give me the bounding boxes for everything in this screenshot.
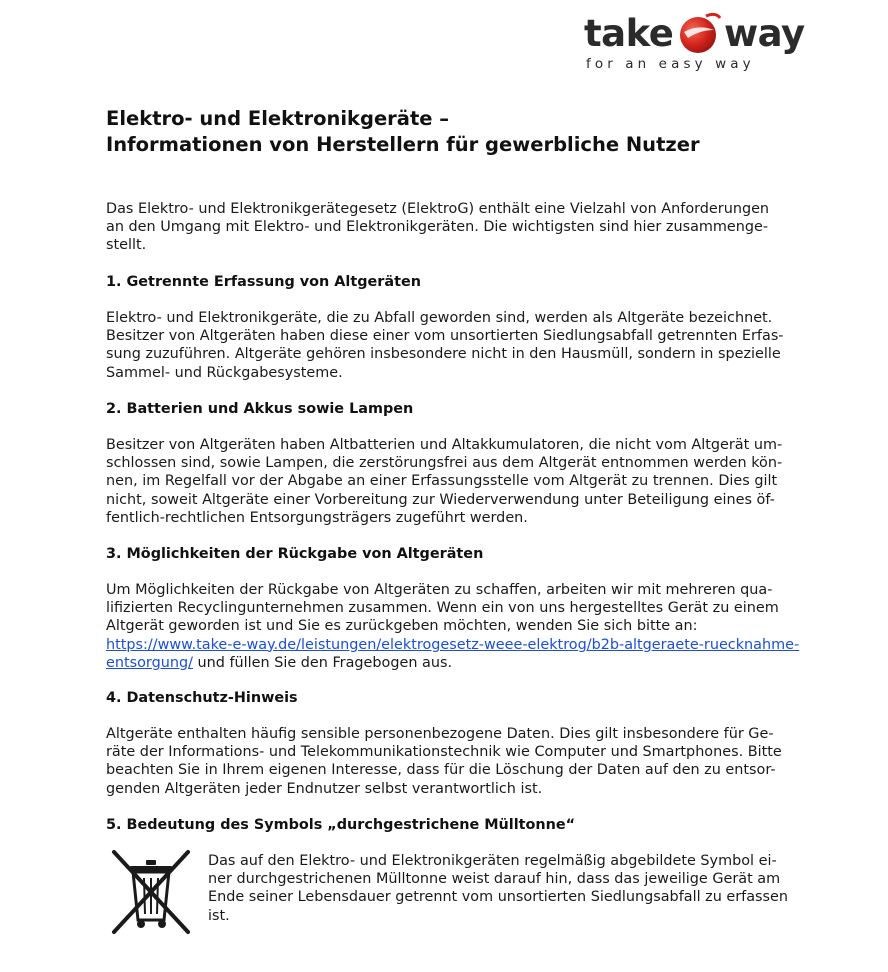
section-1-line: sung zuzuführen. Altgeräte gehören insbesondere nicht in den Hausmüll, sondern in spezielle: [106, 346, 781, 363]
section-5-line: Ende seiner Lebensdauer getrennt vom unsortierten Siedlungsabfall zu erfassen: [208, 889, 789, 906]
intro-paragraph: [106, 200, 811, 255]
section-5-line: ner durchgestrichenen Mülltonne weist darauf hin, dass das jeweilige Gerät am: [208, 871, 781, 888]
section-4-line: Altgeräte enthalten häufig sensible personenbezogene Daten. Dies gilt insbesondere für Ge-: [106, 726, 774, 742]
section-3-line: lifizierten Recyclingunternehmen zusammen. Wenn ein von uns hergestelltes Gerät zu einem: [106, 600, 779, 617]
after-link-text: und füllen Sie den Fragebogen aus.: [192, 654, 453, 671]
section-3-paragraph: [106, 581, 811, 672]
section-4-heading: 4. Datenschutz-Hinweis: [106, 690, 298, 706]
section-1-line: Sammel- und Rückgabesysteme.: [106, 364, 343, 381]
section-5-line: Das auf den Elektro- und Elektronikgeräten regelmäßig abgebildete Symbol ei-: [208, 853, 777, 869]
document-title: [106, 106, 700, 158]
section-4-line: räte der Informations- und Telekommunikationstechnik wie Computer und Smartphones. Bitte: [106, 744, 782, 761]
section-5-heading: 5. Bedeutung des Symbols „durchgestrichene Mülltonne“: [106, 817, 576, 833]
section-5-line: ist.: [208, 907, 230, 924]
intro-line: an den Umgang mit Elektro- und Elektronikgeräten. Die wichtigsten sind hier zusammenge-: [106, 219, 769, 236]
intro-line: stellt.: [106, 237, 147, 254]
take-e-way-logo: [584, 6, 805, 76]
section-4-line: genden Altgeräten jeder Endnutzer selbst verantwortlich ist.: [106, 780, 543, 797]
section-3-line: Altgerät geworden ist und Sie es zurückgeben möchten, wenden Sie sich bitte an:: [106, 618, 698, 635]
return-form-link-continued[interactable]: entsorgung/: [106, 654, 193, 671]
section-1-line: Elektro- und Elektronikgeräte, die zu Abfall geworden sind, werden als Altgeräte bezeichnet.: [106, 310, 773, 326]
section-2-line: nicht, soweit Altgeräte einer Vorbereitung zur Wiederverwendung unter Beteiligung eines öf-: [106, 491, 775, 508]
return-form-link[interactable]: https://www.take-e-way.de/leistungen/elektrogesetz-weee-elektrog/b2b-altgeraete-ruecknahme-: [106, 636, 800, 653]
return-link-line: [106, 654, 811, 672]
section-2-line: nen, im Regelfall vor der Abgabe an einer Erfassungsstelle vom Altgerät zu trennen. Dies gilt: [106, 473, 778, 490]
section-3-line: Um Möglichkeiten der Rückgabe von Altgeräten zu schaffen, arbeiten wir mit mehreren qua-: [106, 582, 773, 598]
logo-word-way: way: [724, 12, 805, 55]
section-1-heading: 1. Getrennte Erfassung von Altgeräten: [106, 274, 421, 290]
logo-word-take: take: [584, 12, 674, 55]
section-4-line: beachten Sie in Ihrem eigenen Interesse, dass für die Löschung der Daten auf den zu entsor-: [106, 762, 776, 779]
section-2-line: Besitzer von Altgeräten haben Altbatterien und Altakkumulatoren, die nicht vom Altgerät um-: [106, 437, 783, 453]
title-line-2: Informationen von Herstellern für gewerbliche Nutzer: [106, 133, 700, 156]
logo-e-swoosh-icon: [676, 10, 722, 56]
section-3-heading: 3. Möglichkeiten der Rückgabe von Altgeräten: [106, 546, 484, 562]
section-4-paragraph: [106, 725, 811, 798]
section-1-paragraph: [106, 309, 811, 382]
return-link-line: [106, 636, 811, 654]
section-2-line: fentlich-rechtlichen Entsorgungsträgers zugeführt werden.: [106, 509, 528, 526]
section-2-heading: 2. Batterien und Akkus sowie Lampen: [106, 401, 414, 417]
section-2-line: schlossen sind, sowie Lampen, die zerstörungsfrei aus dem Altgerät entnommen werden kön-: [106, 455, 783, 472]
crossed-out-wheelie-bin-icon: [108, 848, 194, 936]
intro-line: Das Elektro- und Elektronikgerätegesetz (ElektroG) enthält eine Vielzahl von Anforderungen: [106, 201, 770, 217]
section-1-line: Besitzer von Altgeräten haben diese einer vom unsortierten Siedlungsabfall getrennten Erfas-: [106, 328, 784, 345]
section-5-paragraph: [208, 852, 808, 925]
logo-slogan: for an easy way: [586, 56, 755, 72]
title-line-1: Elektro- und Elektronikgeräte –: [106, 107, 450, 130]
section-2-paragraph: [106, 436, 811, 527]
